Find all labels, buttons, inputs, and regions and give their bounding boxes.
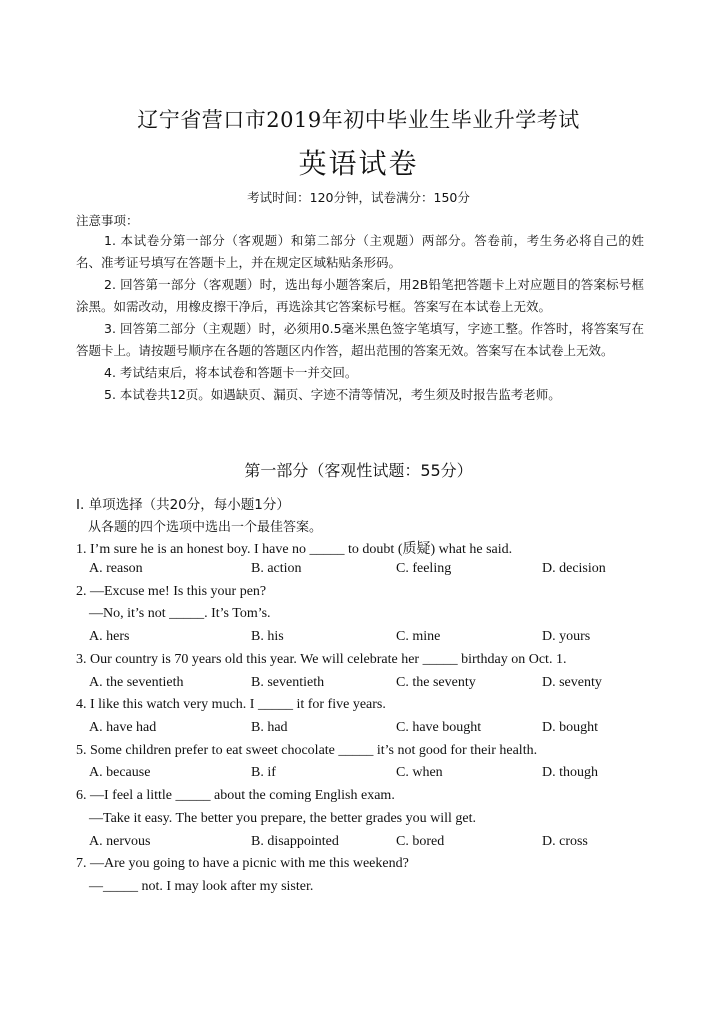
question-4-options: [89, 720, 669, 740]
part-title: 第一部分（客观性试题：55分）: [244, 461, 473, 480]
question-3-options: [89, 675, 669, 695]
option-b: B. seventieth: [251, 675, 325, 690]
option-c: C. have bought: [396, 720, 482, 735]
question-6-stem: 6. —I feel a little _____ about the coming English exam.: [76, 788, 395, 803]
option-c: C. the seventy: [396, 675, 476, 690]
option-d: D. cross: [542, 834, 588, 849]
question-4-stem: 4. I like this watch very much. I _____ it for five years.: [76, 697, 386, 712]
exam-meta: 考试时间：120分钟，试卷满分：150分: [247, 190, 470, 205]
section-title: I. 单项选择（共20分，每小题1分）: [76, 497, 290, 513]
section-instruction: 从各题的四个选项中选出一个最佳答案。: [88, 520, 323, 535]
note-item: 2. 回答第一部分（客观题）时，选出每小题答案后，用2B铅笔把答题卡上对应题目的答案标号框涂黑。如需改动，用橡皮擦干净后，再选涂其它答案标号框。答案写在本试卷上无效。: [76, 277, 644, 314]
note-item: 1. 本试卷分第一部分（客观题）和第二部分（主观题）两部分。答卷前，考生务必将自己的姓名、准考证号填写在答题卡上，并在规定区域粘贴条形码。: [76, 233, 644, 270]
option-b: B. disappointed: [251, 834, 339, 849]
question-2-options: [89, 629, 669, 649]
question-3-stem: 3. Our country is 70 years old this year. We will celebrate her _____ birthday on Oct. 1.: [76, 652, 567, 667]
option-a: A. the seventieth: [89, 675, 184, 690]
option-c: C. bored: [396, 834, 445, 849]
option-a: A. hers: [89, 629, 130, 644]
exam-subject: 英语试卷: [298, 147, 419, 180]
option-a: A. have had: [89, 720, 157, 735]
option-b: B. action: [251, 561, 302, 576]
question-7-reply: —_____ not. I may look after my sister.: [89, 879, 314, 894]
notes-heading: 注意事项：: [76, 213, 139, 228]
question-6-reply: —Take it easy. The better you prepare, the better grades you will get.: [89, 811, 476, 826]
question-1-options: [89, 561, 669, 581]
option-d: D. though: [542, 765, 598, 780]
option-b: B. if: [251, 765, 276, 780]
option-a: A. nervous: [89, 834, 151, 849]
option-d: D. bought: [542, 720, 598, 735]
question-6-options: [89, 834, 669, 854]
option-d: D. yours: [542, 629, 591, 644]
note-item: 4. 考试结束后，将本试卷和答题卡一并交回。: [104, 365, 358, 380]
question-5-options: [89, 765, 669, 785]
option-d: D. seventy: [542, 675, 602, 690]
question-1-stem: 1. I’m sure he is an honest boy. I have no _____ to doubt (质疑) what he said.: [76, 542, 513, 557]
option-c: C. mine: [396, 629, 441, 644]
note-item: 5. 本试卷共12页。如遇缺页、漏页、字迹不清等情况，考生须及时报告监考老师。: [104, 387, 561, 402]
exam-title: 辽宁省营口市2019年初中毕业生毕业升学考试: [137, 108, 580, 132]
note-item: 3. 回答第二部分（主观题）时，必须用0.5毫米黑色签字笔填写，字迹工整。作答时，将答案写在答题卡上。请按题号顺序在各题的答题区内作答，超出范围的答案无效。答案写在本试卷上无效。: [76, 321, 644, 358]
notes-list: [76, 230, 644, 406]
question-2-reply: —No, it’s not _____. It’s Tom’s.: [89, 606, 271, 621]
question-7-stem: 7. —Are you going to have a picnic with me this weekend?: [76, 856, 409, 871]
option-a: A. because: [89, 765, 151, 780]
question-5-stem: 5. Some children prefer to eat sweet chocolate _____ it’s not good for their health.: [76, 743, 538, 758]
option-d: D. decision: [542, 561, 606, 576]
option-c: C. feeling: [396, 561, 452, 576]
question-2-stem: 2. —Excuse me! Is this your pen?: [76, 584, 267, 599]
option-c: C. when: [396, 765, 443, 780]
option-a: A. reason: [89, 561, 143, 576]
option-b: B. his: [251, 629, 284, 644]
option-b: B. had: [251, 720, 288, 735]
